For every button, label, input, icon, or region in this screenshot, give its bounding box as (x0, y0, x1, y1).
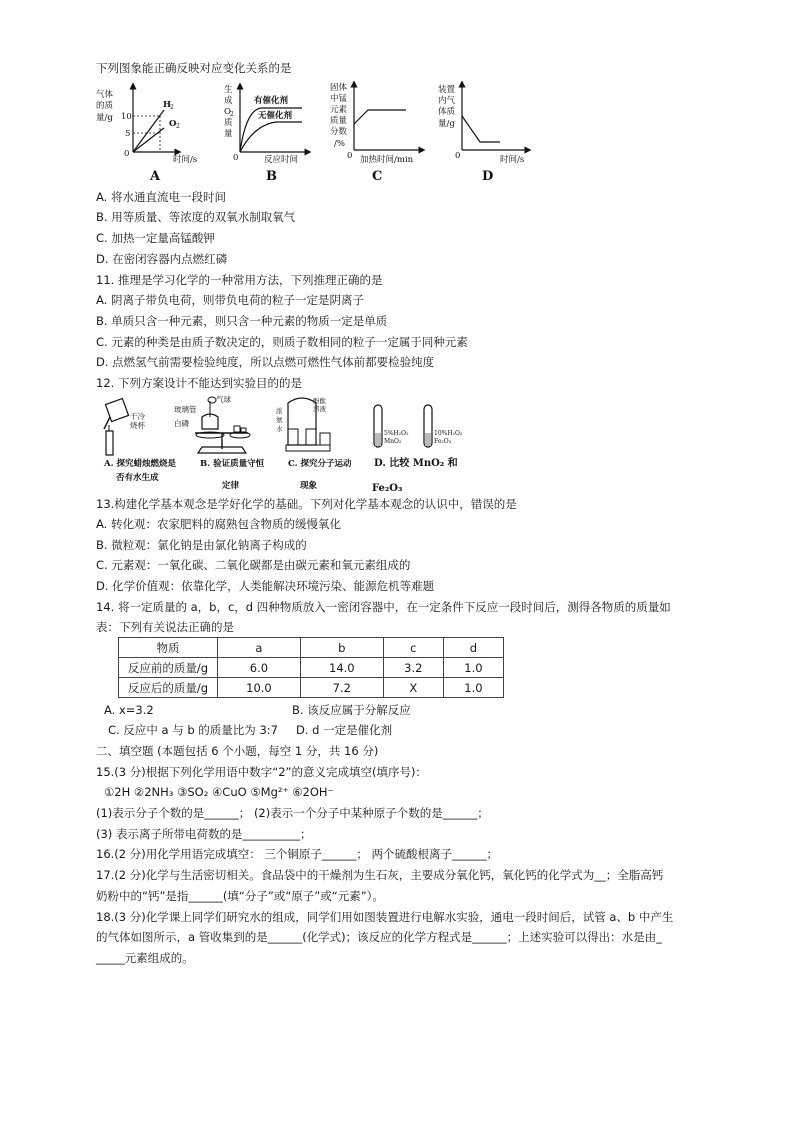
table-header-cell: b (300, 638, 383, 658)
q10-option-a: A. 将水通直流电一段时间 (96, 190, 226, 204)
caption-b-2: 定律 (222, 481, 240, 491)
graph-a-tick-0: 0 (124, 149, 130, 159)
table-cell: 7.2 (300, 678, 383, 698)
q13-option-a: A. 转化观：农家肥料的腐熟包含物质的缓慢氧化 (96, 517, 341, 531)
graph-b-ylabel-4: 2 (230, 111, 234, 118)
graph-c-ylabel-4: 质量 (330, 116, 348, 126)
graph-b-curve-catalyst: 有催化剂 (254, 96, 289, 106)
caption-c-2: 现象 (300, 481, 318, 491)
graph-b-ylabel-6: 量 (224, 129, 233, 139)
graph-b-letter: B (266, 169, 277, 184)
apparatus-c-label-1: 酚酞 (313, 397, 326, 405)
graph-b-xlabel: 反应时间 (264, 155, 299, 165)
graph-c-ylabel-6: /% (334, 139, 345, 149)
graph-a (96, 86, 197, 184)
q13-option-d: D. 化学价值观：依靠化学，人类能解决环境污染、能源危机等难题 (96, 579, 435, 593)
graph-c-ylabel-2: 中锰 (330, 94, 348, 104)
q11-option-c: C. 元素的种类是由质子数决定的，则质子数相同的粒子一定属于同种元素 (96, 335, 468, 349)
table-cell: 3.2 (383, 658, 443, 678)
graph-a-series-h-sub: 2 (170, 104, 174, 111)
q10-option-d: D. 在密闭容器内点燃红磷 (96, 252, 228, 266)
apparatus-b-balloon: 气球 (216, 395, 231, 404)
q18-line2: 的气体如图所示，a 管收集到的是______(化学式)；该反应的化学方程式是______；上述实验可以得出：水是由_ (96, 930, 662, 944)
apparatus-d-label-2: MnO₂ (384, 438, 402, 445)
graph-c-ylabel-5: 分数 (330, 127, 348, 137)
graph-d-ylabel-4: 量/g (438, 119, 455, 129)
q14-option-b: B. 该反应属于分解反应 (292, 703, 411, 717)
caption-a-1: A. 探究蜡烛燃烧是 (104, 459, 177, 469)
q14-option-c: C. 反应中 a 与 b 的质量比为 3:7 (108, 723, 278, 737)
apparatus-c-label-2: 溶液 (313, 405, 326, 413)
graph-b-origin: 0 (233, 153, 239, 163)
q15-items: ①2H ②2NH₃ ③SO₂ ④CuO ⑤Mg²⁺ ⑥2OH⁻ (104, 785, 334, 799)
apparatus-b-balance (174, 395, 250, 453)
q11-option-d: D. 点燃氢气前需要检验纯度，所以点燃可燃性气体前都要检验纯度 (96, 355, 435, 369)
apparatus-b-phosphorus: 白磷 (174, 419, 189, 428)
graph-c (330, 82, 422, 184)
table-header-cell: c (383, 638, 443, 658)
q15-line2: (3) 表示离子所带电荷数的是__________； (96, 827, 312, 841)
q18-line1: 18.(3 分)化学课上同学们研究水的组成，同学们用如图装置进行电解水实验，通电一段时间后，试管 a、b 中产生 (96, 910, 674, 924)
graph-a-xlabel: 时间/s (173, 155, 198, 165)
q11-stem: 11. 推理是学习化学的一种常用方法，下列推理正确的是 (96, 273, 383, 287)
q14-stem-line2: 表：下列有关说法正确的是 (96, 620, 234, 634)
apparatus-a-label-2: 烧杯 (130, 421, 145, 430)
apparatus-c-label-3: 浓 (276, 407, 283, 415)
apparatus-a-candle-beaker (104, 398, 145, 455)
q10-option-c: C. 加热一定量高锰酸钾 (96, 231, 215, 245)
q17-line2: 奶粉中的“钙”是指______(填“分子”或“原子”或“元素”）。 (96, 889, 384, 903)
graph-a-tick-5: 5 (125, 129, 131, 139)
q14-option-d: D. d 一定是催化剂 (296, 723, 393, 737)
table-cell: 6.0 (218, 658, 301, 678)
graph-b-ylabel-2: 成 (224, 96, 233, 106)
q16-line: 16.(2 分)用化学用语完成填空： 三个铜原子______； 两个硫酸根离子______； (96, 847, 499, 861)
graph-a-series-o: O (169, 119, 177, 129)
table-cell: 反应前的质量/g (119, 658, 218, 678)
graph-a-ylabel-1: 气体 (96, 90, 114, 100)
q14-option-a: A. x=3.2 (104, 703, 154, 717)
graph-a-ylabel-3: 量/g (96, 113, 113, 123)
graph-c-xlabel: 加热时间/min (360, 155, 414, 165)
q12-stem: 12. 下列方案设计不能达到实验目的的是 (96, 376, 302, 390)
graph-a-tick-10: 10 (121, 112, 132, 122)
q10-stem: 下列图象能正确反映对应变化关系的是 (96, 61, 292, 75)
graph-b (224, 84, 308, 184)
table-cell: 1.0 (443, 678, 503, 698)
apparatus-d-label-1: 5%H₂O₂ (384, 430, 409, 437)
graph-d-xlabel: 时间/s (500, 155, 525, 165)
caption-b-1: B. 验证质量守恒 (200, 459, 265, 469)
graph-c-letter: C (372, 169, 383, 184)
table-header-cell: d (443, 638, 503, 658)
graph-c-ylabel-3: 元素 (330, 105, 348, 115)
table-header-cell: a (218, 638, 301, 658)
graph-b-ylabel-3: O (224, 107, 231, 117)
q15-line1: (1)表示分子个数的是______； (2)表示一个分子中某种原子个数的是______； (96, 806, 489, 820)
apparatus-d-label-3: 10%H₂O₂ (434, 430, 463, 437)
q14-data-table (118, 637, 504, 698)
q15-stem: 15.(3 分)根据下列化学用语中数字“2”的意义完成填空(填序号)： (96, 765, 427, 779)
graph-d-letter: D (482, 169, 494, 184)
graph-c-origin: 0 (347, 151, 353, 161)
graph-a-series-h: H (163, 100, 172, 110)
apparatus-d-label-4: Fe₂O₃ (434, 438, 452, 445)
q17-line1: 17.(2 分)化学与生活密切相关。食品袋中的干燥剂为生石灰，主要成分氧化钙，氧化钙的化学式为__；全脂高钙 (96, 868, 664, 882)
table-cell: 10.0 (218, 678, 301, 698)
q11-option-a: A. 阴离子带负电荷，则带负电荷的粒子一定是阴离子 (96, 293, 364, 307)
section-2-heading: 二、填空题 (本题包括 6 个小题，每空 1 分，共 16 分) (96, 744, 379, 758)
table-header-cell: 物质 (119, 638, 218, 658)
apparatus-c-label-5: 水 (276, 425, 283, 433)
q12-apparatus (100, 395, 480, 495)
caption-c-1: C. 探究分子运动 (288, 459, 352, 469)
apparatus-b-tube: 玻璃管 (174, 405, 197, 414)
graph-d-ylabel-3: 体质 (438, 107, 456, 117)
graph-b-curve-no-catalyst: 无催化剂 (258, 111, 293, 121)
graph-b-ylabel-1: 生 (224, 85, 233, 95)
q14-stem-line1: 14. 将一定质量的 a，b，c，d 四种物质放入一密闭容器中，在一定条件下反应一段时间后，测得各物质的质量如 (96, 600, 671, 614)
table-header-row (119, 638, 504, 658)
q10-option-b: B. 用等质量、等浓度的双氧水制取氧气 (96, 210, 296, 224)
q13-option-c: C. 元素观：一氧化碳、二氧化碳都是由碳元素和氧元素组成的 (96, 558, 411, 572)
graph-d-origin: 0 (455, 151, 461, 161)
q11-option-b: B. 单质只含一种元素，则只含一种元素的物质一定是单质 (96, 314, 388, 328)
graph-a-letter: A (150, 169, 161, 184)
table-cell: 1.0 (443, 658, 503, 678)
table-cell: 14.0 (300, 658, 383, 678)
caption-d-2: Fe₂O₃ (372, 483, 403, 494)
graph-d-ylabel-2: 内气 (438, 96, 456, 106)
table-cell: X (383, 678, 443, 698)
table-cell: 反应后的质量/g (119, 678, 218, 698)
apparatus-c-beakers (276, 396, 330, 451)
q13-stem: 13.构建化学基本观念是学好化学的基础。下列对化学基本观念的认识中，错误的是 (96, 497, 517, 511)
apparatus-a-label-1: 干冷 (130, 412, 145, 421)
graph-a-ylabel-2: 的质 (96, 101, 114, 111)
graph-a-series-o-sub: 2 (176, 123, 180, 130)
q10-graphs (96, 80, 536, 185)
table-row (119, 678, 504, 698)
q18-line3: _____元素组成的。 (96, 951, 194, 965)
graph-b-ylabel-5: 质 (224, 118, 233, 128)
graph-c-ylabel-1: 固体 (330, 83, 348, 93)
q13-option-b: B. 微粒观：氯化钠是由氯化钠离子构成的 (96, 538, 307, 552)
caption-a-2: 否有水生成 (116, 473, 159, 483)
table-row (119, 658, 504, 678)
graph-d-ylabel-1: 装置 (438, 85, 456, 95)
apparatus-c-label-4: 氨 (276, 416, 283, 424)
apparatus-d-test-tubes (374, 405, 463, 447)
graph-d (438, 84, 528, 184)
caption-d-1: D. 比较 MnO₂ 和 (374, 458, 458, 469)
